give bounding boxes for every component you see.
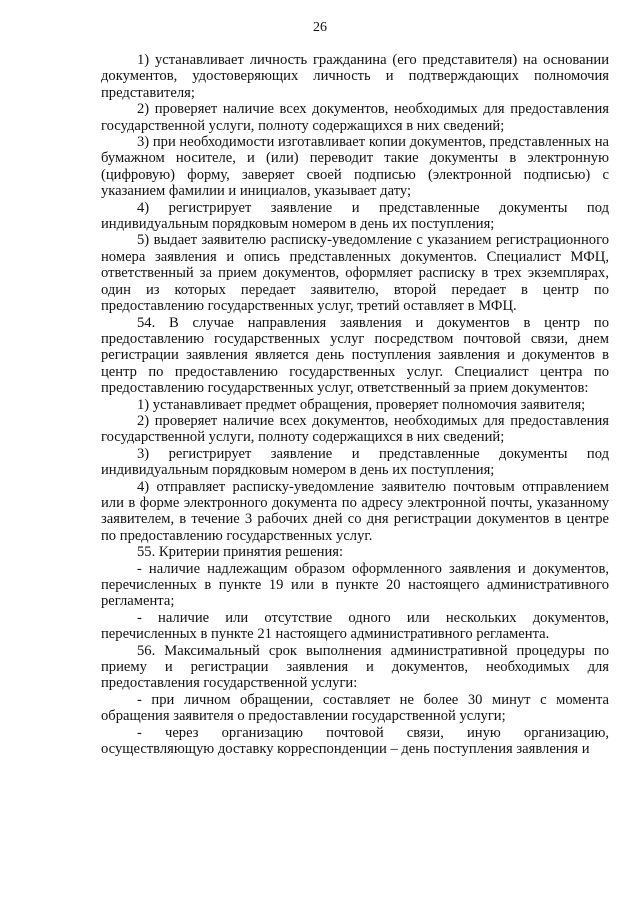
- paragraph: 54. В случае направления заявления и документов в центр по предоставлению государственных услуг посредством почтовой связи, днем регистрации заявления является день поступления заявления и документов в центр по предоставлению государственных услуг. Специалист центра по предоставлению государственных услуг, ответственный за прием документов:: [101, 314, 609, 397]
- paragraph: 5) выдает заявителю расписку-уведомление с указанием регистрационного номера заявления и опись представленных документов. Специалист МФЦ, ответственный за прием документов, оформляет расписку в трех экземплярах, один из которых передает заявителю, второй передает в центр по предоставлению государственных услуг, третий оставляет в МФЦ.: [101, 232, 609, 315]
- paragraph: 4) отправляет расписку-уведомление заявителю почтовым отправлением или в форме электронного документа по адресу электронной почты, указанному заявителем, в течение 3 рабочих дней со дня регистрации документов в центре по предоставлению государственных услуг.: [101, 478, 609, 544]
- paragraph: 55. Критерии принятия решения:: [137, 544, 344, 561]
- paragraph: - через организацию почтовой связи, иную организацию, осуществляющую доставку корреспонденции – день поступления заявления и: [101, 724, 609, 758]
- paragraph: 3) регистрирует заявление и представленные документы под индивидуальным порядковым номером в день их поступления;: [101, 445, 609, 479]
- document-body: [101, 52, 609, 757]
- paragraph: 4) регистрирует заявление и представленные документы под индивидуальным порядковым номером в день их поступления;: [101, 199, 609, 233]
- page-number: 26: [313, 20, 327, 35]
- paragraph: 2) проверяет наличие всех документов, необходимых для предоставления государственной услуги, полноту содержащихся в них сведений;: [101, 101, 609, 134]
- paragraph: - наличие или отсутствие одного или нескольких документов, перечисленных в пункте 21 настоящего административного регламента.: [101, 609, 609, 643]
- paragraph: - наличие надлежащим образом оформленного заявления и документов, перечисленных в пункте 19 или в пункте 20 настоящего административного регламента;: [101, 560, 609, 610]
- paragraph: 1) устанавливает личность гражданина (его представителя) на основании документов, удостоверяющих личность и подтверждающих полномочия представителя;: [101, 52, 609, 101]
- paragraph: 2) проверяет наличие всех документов, необходимых для предоставления государственной услуги, полноту содержащихся в них сведений;: [101, 412, 609, 446]
- paragraph: 3) при необходимости изготавливает копии документов, представленных на бумажном носителе, и (или) переводит такие документы в электронную (цифровую) форму, заверяет своей подписью (электронной подписью) с указанием фамилии и инициалов, указывает дату;: [101, 134, 609, 200]
- paragraph: 1) устанавливает предмет обращения, проверяет полномочия заявителя;: [137, 396, 586, 413]
- paragraph: 56. Максимальный срок выполнения административной процедуры по приему и регистрации заявления и документов, необходимых для предоставления государственной услуги:: [101, 642, 609, 692]
- paragraph: - при личном обращении, составляет не более 30 минут с момента обращения заявителя о предоставлении государственной услуги;: [101, 691, 609, 725]
